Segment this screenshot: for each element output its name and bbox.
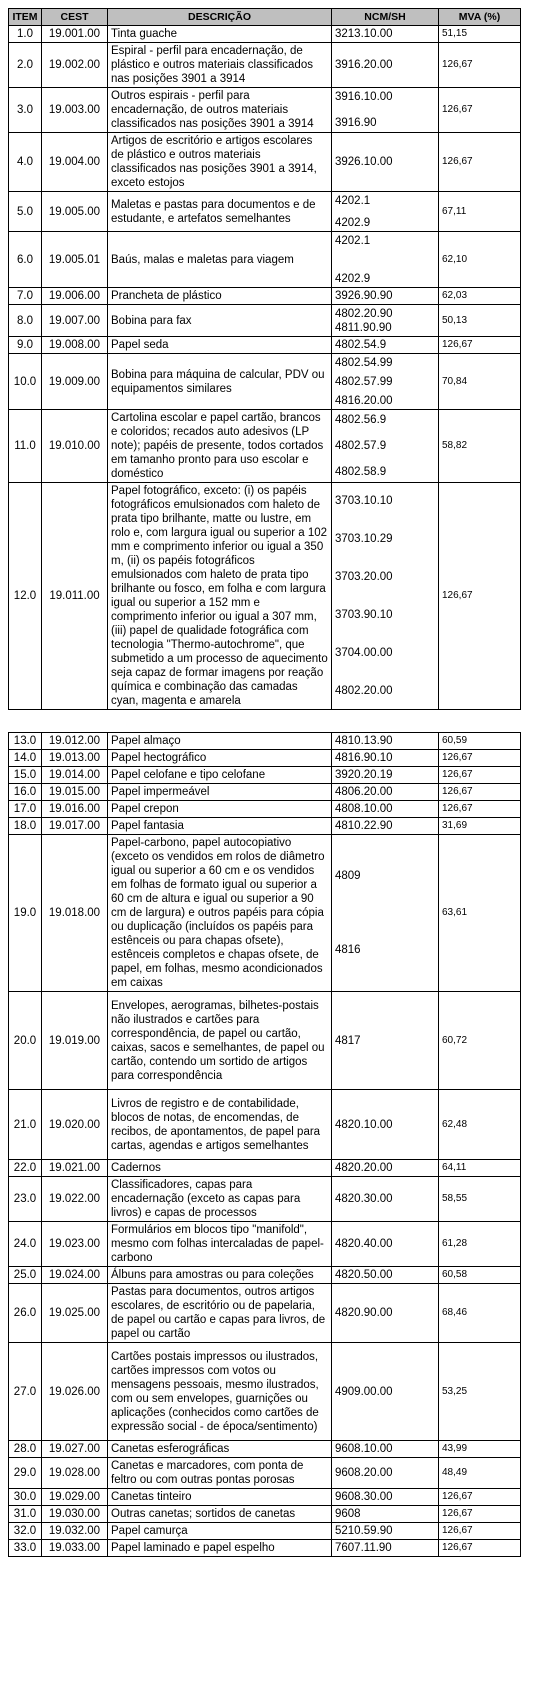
ncm-code: 9608 — [335, 1508, 361, 1520]
description-cell: Papel laminado e papel espelho — [108, 1540, 332, 1557]
ncm-code: 3926.90.90 — [335, 290, 393, 302]
ncm-code: 7607.11.90 — [335, 1542, 392, 1554]
item-cell: 11.0 — [9, 410, 42, 483]
item-cell: 33.0 — [9, 1540, 42, 1557]
description-cell: Álbuns para amostras ou para coleções — [108, 1267, 332, 1284]
table-row — [9, 784, 521, 801]
ncm-cell — [332, 1222, 439, 1267]
ncm-code: 4810.13.90 — [335, 735, 393, 747]
cest-code-cell: 19.008.00 — [42, 337, 108, 354]
item-cell: 9.0 — [9, 337, 42, 354]
ncm-code: 3703.90.10 — [335, 609, 393, 621]
ncm-cell — [332, 288, 439, 305]
page-break-cell — [9, 710, 521, 733]
mva-cell: 67,11 — [439, 192, 521, 232]
header-item: ITEM — [9, 9, 42, 26]
ncm-code: 4909.00.00 — [335, 1385, 393, 1398]
ncm-code: 3916.10.00 — [335, 91, 393, 103]
ncm-cell — [332, 733, 439, 750]
ncm-code: 3213.10.00 — [335, 28, 393, 40]
ncm-code: 4808.10.00 — [335, 803, 393, 815]
description-cell: Tinta guache — [108, 26, 332, 43]
cest-code-cell: 19.028.00 — [42, 1458, 108, 1489]
document-page — [8, 8, 520, 1557]
mva-cell: 126,67 — [439, 1540, 521, 1557]
description-cell: Outros espirais - perfil para encadernação, de outros materiais classificados nas posições 3901 a 3914 — [108, 88, 332, 133]
item-cell: 5.0 — [9, 192, 42, 232]
description-cell: Livros de registro e de contabilidade, blocos de notas, de encomendas, de recibos, de apontamentos, de papel para cartas, agendas e artigos semelhantes — [108, 1090, 332, 1160]
ncm-cell — [332, 410, 439, 483]
ncm-code: 4802.56.9 — [335, 414, 387, 426]
description-cell: Papel fotográfico, exceto: (i) os papéis fotográficos emulsionados com haleto de prata tipo brilhante, matte ou lustre, em rolo e, com largura igual ou superior a 102 mm e comprimento inferior ou igual a 350 m, (ii) os papéis fotográficos emulsionados com haleto de prata tipo brilhante ou fosco, em folha e com largura igual ou superior a 152 mm e comprimento inferior ou igual a 307 mm, (iii) papel de qualidade fotográfica com tecnologia "Thermo-autochrome", que submetido a um processo de aquecimento seja capaz de formar imagens por reação química e combinação das camadas cyan, magenta e amarela — [108, 483, 332, 710]
cest-code-cell: 19.005.00 — [42, 192, 108, 232]
item-cell: 32.0 — [9, 1523, 42, 1540]
description-cell: Artigos de escritório e artigos escolares de plástico e outros materiais classificados nas posições 3901 a 3914, exceto estojos — [108, 133, 332, 192]
table-row — [9, 354, 521, 410]
ncm-cell — [332, 88, 439, 133]
mva-cell: 62,03 — [439, 288, 521, 305]
cest-code-cell: 19.011.00 — [42, 483, 108, 710]
item-cell: 28.0 — [9, 1441, 42, 1458]
ncm-code: 4809 — [335, 870, 361, 882]
mva-cell: 68,46 — [439, 1284, 521, 1343]
ncm-code: 4820.30.00 — [335, 1193, 393, 1205]
mva-cell: 126,67 — [439, 337, 521, 354]
description-cell: Papel almaço — [108, 733, 332, 750]
ncm-code: 4202.1 — [335, 234, 371, 247]
table-row — [9, 750, 521, 767]
item-cell: 7.0 — [9, 288, 42, 305]
cest-code-cell: 19.032.00 — [42, 1523, 108, 1540]
ncm-code: 4816 — [335, 944, 361, 956]
item-cell: 12.0 — [9, 483, 42, 710]
mva-cell: 126,67 — [439, 1489, 521, 1506]
description-cell: Papel-carbono, papel autocopiativo (exceto os vendidos em rolos de diâmetro igual ou superior a 60 cm e os vendidos em folhas de formato igual ou superior a 60 cm de altura e igual ou superior a 90 cm de largura) e outros papéis para cópia ou duplicação (incluídos os papéis para estênceis ou para chapas ofsete), estênceis completos e chapas ofsete, de papel, em folhas, mesmo acondicionados em caixas — [108, 835, 332, 992]
description-cell: Canetas esferográficas — [108, 1441, 332, 1458]
item-cell: 26.0 — [9, 1284, 42, 1343]
ncm-code: 3703.10.10 — [335, 495, 393, 507]
description-cell: Canetas e marcadores, com ponta de feltro ou com outras pontas porosas — [108, 1458, 332, 1489]
ncm-code: 4816.90.10 — [335, 752, 393, 764]
cest-code-cell: 19.014.00 — [42, 767, 108, 784]
item-cell: 30.0 — [9, 1489, 42, 1506]
item-cell: 19.0 — [9, 835, 42, 992]
ncm-cell — [332, 1441, 439, 1458]
description-cell: Papel hectográfico — [108, 750, 332, 767]
description-cell: Cartões postais impressos ou ilustrados, cartões impressos com votos ou mensagens pessoais, mesmo ilustrados, com ou sem envelopes, guarnições ou aplicações (conhecidos como cartões de expressão social - de época/sentimento) — [108, 1343, 332, 1441]
ncm-cell — [332, 1489, 439, 1506]
mva-cell: 63,61 — [439, 835, 521, 992]
description-cell: Cartolina escolar e papel cartão, brancos e coloridos; recados auto adesivos (LP note); papéis de presente, todos cortados em tamanho pronto para uso escolar e doméstico — [108, 410, 332, 483]
description-cell: Baús, malas e maletas para viagem — [108, 232, 332, 288]
cest-code-cell: 19.030.00 — [42, 1506, 108, 1523]
cest-code-cell: 19.029.00 — [42, 1489, 108, 1506]
ncm-code: 4820.90.00 — [335, 1307, 393, 1319]
cest-code-cell: 19.024.00 — [42, 1267, 108, 1284]
description-cell: Formulários em blocos tipo "manifold", mesmo com folhas intercaladas de papel-carbono — [108, 1222, 332, 1267]
mva-cell: 51,15 — [439, 26, 521, 43]
table-row — [9, 192, 521, 232]
ncm-cell — [332, 483, 439, 710]
item-cell: 14.0 — [9, 750, 42, 767]
mva-cell: 126,67 — [439, 801, 521, 818]
ncm-cell — [332, 801, 439, 818]
mva-cell: 126,67 — [439, 1523, 521, 1540]
ncm-cell — [332, 1458, 439, 1489]
page-break-gap — [9, 710, 521, 733]
ncm-cell — [332, 133, 439, 192]
cest-code-cell: 19.002.00 — [42, 43, 108, 88]
mva-cell: 126,67 — [439, 133, 521, 192]
description-cell: Bobina para fax — [108, 305, 332, 337]
cest-code-cell: 19.020.00 — [42, 1090, 108, 1160]
item-cell: 24.0 — [9, 1222, 42, 1267]
ncm-code: 3926.10.00 — [335, 156, 393, 168]
item-cell: 1.0 — [9, 26, 42, 43]
table-row — [9, 992, 521, 1090]
mva-cell: 61,28 — [439, 1222, 521, 1267]
description-cell: Espiral - perfil para encadernação, de plástico e outros materiais classificados nas posições 3901 a 3914 — [108, 43, 332, 88]
table-row — [9, 1090, 521, 1160]
ncm-cell — [332, 1540, 439, 1557]
cest-table — [8, 8, 521, 1557]
cest-code-cell: 19.033.00 — [42, 1540, 108, 1557]
cest-code-cell: 19.023.00 — [42, 1222, 108, 1267]
header-ncm: NCM/SH — [332, 9, 439, 26]
ncm-cell — [332, 1267, 439, 1284]
mva-cell: 60,59 — [439, 733, 521, 750]
ncm-cell — [332, 992, 439, 1090]
mva-cell: 64,11 — [439, 1160, 521, 1177]
ncm-code: 4802.57.99 — [335, 375, 393, 388]
table-row — [9, 1540, 521, 1557]
table-row — [9, 288, 521, 305]
ncm-cell — [332, 1177, 439, 1222]
description-cell: Cadernos — [108, 1160, 332, 1177]
table-row — [9, 767, 521, 784]
ncm-code: 3916.20.00 — [335, 59, 393, 71]
table-row — [9, 483, 521, 710]
table-row — [9, 232, 521, 288]
mva-cell: 50,13 — [439, 305, 521, 337]
mva-cell: 62,48 — [439, 1090, 521, 1160]
ncm-cell — [332, 1523, 439, 1540]
table-row — [9, 133, 521, 192]
cest-code-cell: 19.006.00 — [42, 288, 108, 305]
table-row — [9, 1441, 521, 1458]
ncm-code: 4802.20.90 — [335, 307, 393, 320]
ncm-code: 4802.58.9 — [335, 466, 387, 478]
table-header-row — [9, 9, 521, 26]
ncm-code: 4820.10.00 — [335, 1118, 393, 1131]
ncm-code: 4811.90.90 — [335, 321, 392, 334]
cest-code-cell: 19.022.00 — [42, 1177, 108, 1222]
ncm-code: 3703.20.00 — [335, 571, 393, 583]
table-row — [9, 26, 521, 43]
item-cell: 10.0 — [9, 354, 42, 410]
mva-cell: 126,67 — [439, 767, 521, 784]
mva-cell: 126,67 — [439, 88, 521, 133]
ncm-cell — [332, 305, 439, 337]
ncm-cell — [332, 1160, 439, 1177]
cest-code-cell: 19.012.00 — [42, 733, 108, 750]
description-cell: Pastas para documentos, outros artigos escolares, de escritório ou de papelaria, de papel ou cartão e capas para livros, de papel ou cartão — [108, 1284, 332, 1343]
ncm-code: 5210.59.90 — [335, 1525, 393, 1537]
table-row — [9, 1284, 521, 1343]
item-cell: 18.0 — [9, 818, 42, 835]
ncm-cell — [332, 1343, 439, 1441]
description-cell: Prancheta de plástico — [108, 288, 332, 305]
item-cell: 27.0 — [9, 1343, 42, 1441]
description-cell: Papel camurça — [108, 1523, 332, 1540]
ncm-cell — [332, 192, 439, 232]
cest-code-cell: 19.004.00 — [42, 133, 108, 192]
cest-code-cell: 19.017.00 — [42, 818, 108, 835]
description-cell: Papel impermeável — [108, 784, 332, 801]
ncm-code: 4816.20.00 — [335, 394, 393, 407]
table-row — [9, 1343, 521, 1441]
cest-code-cell: 19.001.00 — [42, 26, 108, 43]
table-row — [9, 1458, 521, 1489]
ncm-code: 3703.10.29 — [335, 533, 393, 545]
ncm-code: 4810.22.90 — [335, 820, 393, 832]
table-body — [9, 26, 521, 1557]
ncm-code: 4820.50.00 — [335, 1269, 393, 1281]
description-cell: Classificadores, capas para encadernação (exceto as capas para livros) e capas de processos — [108, 1177, 332, 1222]
ncm-code: 3704.00.00 — [335, 647, 393, 659]
cest-code-cell: 19.010.00 — [42, 410, 108, 483]
cest-code-cell: 19.021.00 — [42, 1160, 108, 1177]
description-cell: Outras canetas; sortidos de canetas — [108, 1506, 332, 1523]
item-cell: 17.0 — [9, 801, 42, 818]
mva-cell: 60,72 — [439, 992, 521, 1090]
mva-cell: 62,10 — [439, 232, 521, 288]
cest-code-cell: 19.005.01 — [42, 232, 108, 288]
cest-code-cell: 19.026.00 — [42, 1343, 108, 1441]
ncm-cell — [332, 354, 439, 410]
description-cell: Envelopes, aerogramas, bilhetes-postais não ilustrados e cartões para correspondência, de papel ou cartão, caixas, sacos e semelhantes, de papel ou cartão, contendo um sortido de artigos para correspondência — [108, 992, 332, 1090]
item-cell: 21.0 — [9, 1090, 42, 1160]
ncm-code: 9608.10.00 — [335, 1443, 393, 1455]
cest-code-cell: 19.018.00 — [42, 835, 108, 992]
cest-code-cell: 19.013.00 — [42, 750, 108, 767]
ncm-cell — [332, 1284, 439, 1343]
header-cest: CEST — [42, 9, 108, 26]
table-row — [9, 1222, 521, 1267]
table-row — [9, 801, 521, 818]
table-row — [9, 305, 521, 337]
table-row — [9, 1267, 521, 1284]
description-cell: Papel fantasia — [108, 818, 332, 835]
header-mva: MVA (%) — [439, 9, 521, 26]
ncm-code: 9608.30.00 — [335, 1491, 393, 1503]
ncm-cell — [332, 750, 439, 767]
ncm-cell — [332, 26, 439, 43]
item-cell: 13.0 — [9, 733, 42, 750]
mva-cell: 126,67 — [439, 784, 521, 801]
table-row — [9, 733, 521, 750]
item-cell: 23.0 — [9, 1177, 42, 1222]
ncm-cell — [332, 767, 439, 784]
ncm-cell — [332, 43, 439, 88]
ncm-cell — [332, 1506, 439, 1523]
mva-cell: 60,58 — [439, 1267, 521, 1284]
table-row — [9, 43, 521, 88]
mva-cell: 58,55 — [439, 1177, 521, 1222]
cest-code-cell: 19.007.00 — [42, 305, 108, 337]
ncm-cell — [332, 232, 439, 288]
mva-cell: 43,99 — [439, 1441, 521, 1458]
ncm-code: 3920.20.19 — [335, 769, 393, 781]
mva-cell: 48,49 — [439, 1458, 521, 1489]
ncm-code: 4802.57.9 — [335, 440, 387, 452]
table-row — [9, 1523, 521, 1540]
cest-code-cell: 19.015.00 — [42, 784, 108, 801]
item-cell: 6.0 — [9, 232, 42, 288]
ncm-cell — [332, 835, 439, 992]
table-row — [9, 1177, 521, 1222]
mva-cell: 70,84 — [439, 354, 521, 410]
table-row — [9, 818, 521, 835]
ncm-code: 9608.20.00 — [335, 1467, 393, 1479]
item-cell: 16.0 — [9, 784, 42, 801]
cest-code-cell: 19.027.00 — [42, 1441, 108, 1458]
item-cell: 4.0 — [9, 133, 42, 192]
table-row — [9, 337, 521, 354]
ncm-code: 4202.1 — [335, 194, 371, 207]
ncm-code: 4802.20.00 — [335, 685, 393, 697]
ncm-code: 4820.20.00 — [335, 1162, 393, 1174]
ncm-code: 4817 — [335, 1034, 361, 1047]
table-row — [9, 835, 521, 992]
mva-cell: 53,25 — [439, 1343, 521, 1441]
item-cell: 15.0 — [9, 767, 42, 784]
item-cell: 3.0 — [9, 88, 42, 133]
cest-code-cell: 19.003.00 — [42, 88, 108, 133]
mva-cell: 126,67 — [439, 750, 521, 767]
ncm-code: 4202.9 — [335, 216, 371, 229]
cest-code-cell: 19.009.00 — [42, 354, 108, 410]
description-cell: Papel crepon — [108, 801, 332, 818]
cest-code-cell: 19.019.00 — [42, 992, 108, 1090]
item-cell: 20.0 — [9, 992, 42, 1090]
description-cell: Papel seda — [108, 337, 332, 354]
ncm-code: 4802.54.99 — [335, 356, 393, 369]
item-cell: 8.0 — [9, 305, 42, 337]
table-row — [9, 1506, 521, 1523]
item-cell: 29.0 — [9, 1458, 42, 1489]
table-row — [9, 410, 521, 483]
ncm-cell — [332, 818, 439, 835]
ncm-code: 4202.9 — [335, 272, 371, 285]
cest-code-cell: 19.025.00 — [42, 1284, 108, 1343]
cest-code-cell: 19.016.00 — [42, 801, 108, 818]
item-cell: 25.0 — [9, 1267, 42, 1284]
mva-cell: 31,69 — [439, 818, 521, 835]
mva-cell: 126,67 — [439, 483, 521, 710]
ncm-cell — [332, 784, 439, 801]
item-cell: 22.0 — [9, 1160, 42, 1177]
mva-cell: 58,82 — [439, 410, 521, 483]
header-description: DESCRIÇÃO — [108, 9, 332, 26]
table-row — [9, 88, 521, 133]
ncm-cell — [332, 1090, 439, 1160]
ncm-code: 4820.40.00 — [335, 1238, 393, 1250]
description-cell: Bobina para máquina de calcular, PDV ou equipamentos similares — [108, 354, 332, 410]
item-cell: 2.0 — [9, 43, 42, 88]
description-cell: Canetas tinteiro — [108, 1489, 332, 1506]
mva-cell: 126,67 — [439, 43, 521, 88]
description-cell: Maletas e pastas para documentos e de estudante, e artefatos semelhantes — [108, 192, 332, 232]
table-row — [9, 1489, 521, 1506]
table-row — [9, 1160, 521, 1177]
ncm-code: 4802.54.9 — [335, 339, 387, 351]
mva-cell: 126,67 — [439, 1506, 521, 1523]
item-cell: 31.0 — [9, 1506, 42, 1523]
ncm-cell — [332, 337, 439, 354]
ncm-code: 4806.20.00 — [335, 786, 393, 798]
description-cell: Papel celofane e tipo celofane — [108, 767, 332, 784]
ncm-code: 3916.90 — [335, 117, 377, 129]
